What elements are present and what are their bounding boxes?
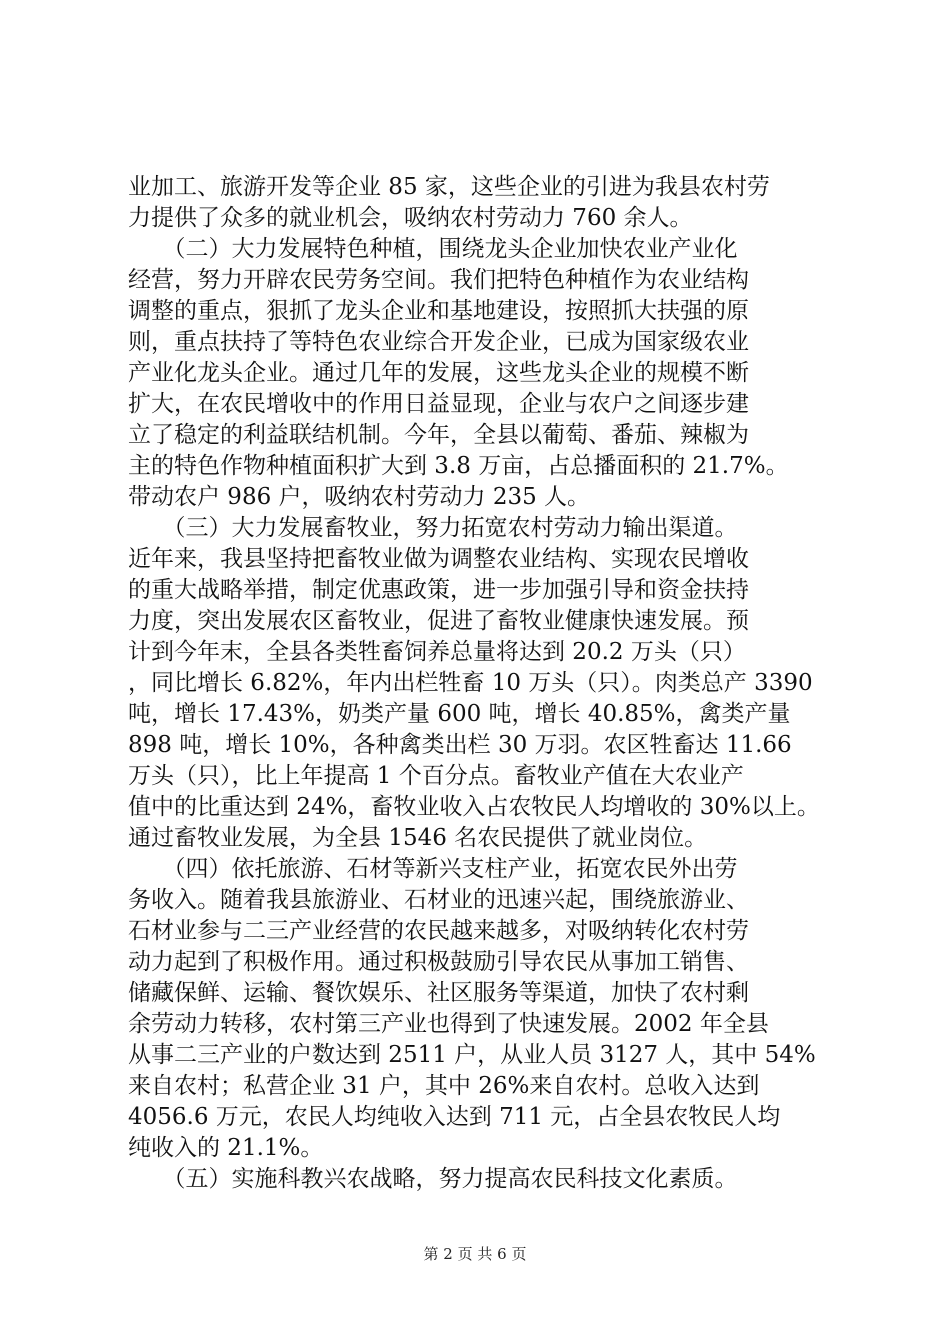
text-line: 业加工、旅游开发等企业 85 家，这些企业的引进为我县农村劳: [128, 174, 770, 200]
text-line: 务收入。随着我县旅游业、石材业的迅速兴起，围绕旅游业、: [128, 887, 749, 913]
text-line: 近年来，我县坚持把畜牧业做为调整农业结构、实现农民增收: [128, 546, 749, 572]
text-line: （四）依托旅游、石材等新兴支柱产业，拓宽农民外出劳: [128, 856, 738, 882]
text-line: 从事二三产业的户数达到 2511 户，从业人员 3127 人，其中 54%: [128, 1042, 816, 1068]
text-line: 带动农户 986 户，吸纳农村劳动力 235 人。: [128, 484, 591, 510]
text-line: （五）实施科教兴农战略，努力提高农民科技文化素质。: [128, 1166, 738, 1192]
text-line: ，同比增长 6.82%，年内出栏牲畜 10 万头（只）。肉类总产 3390: [128, 670, 813, 696]
text-line: 万头（只），比上年提高 1 个百分点。畜牧业产值在大农业产: [128, 763, 744, 789]
text-line: （二）大力发展特色种植，围绕龙头企业加快农业产业化: [128, 236, 738, 262]
text-line: 计到今年末，全县各类牲畜饲养总量将达到 20.2 万头（只）: [128, 639, 746, 665]
text-line: 力度，突出发展农区畜牧业，促进了畜牧业健康快速发展。预: [128, 608, 749, 634]
text-line: 调整的重点，狠抓了龙头企业和基地建设，按照抓大扶强的原: [128, 298, 749, 324]
page-footer: 第 2 页 共 6 页: [423, 1245, 527, 1263]
text-line: 来自农村；私营企业 31 户，其中 26%来自农村。总收入达到: [128, 1073, 760, 1099]
text-line: 经营，努力开辟农民劳务空间。我们把特色种植作为农业结构: [128, 267, 749, 293]
text-line: （三）大力发展畜牧业，努力拓宽农村劳动力输出渠道。: [128, 515, 738, 541]
text-line: 通过畜牧业发展，为全县 1546 名农民提供了就业岗位。: [128, 825, 708, 851]
text-line: 纯收入的 21.1%。: [128, 1135, 324, 1161]
text-line: 4056.6 万元，农民人均纯收入达到 711 元，占全县农牧民人均: [128, 1104, 781, 1130]
text-line: 力提供了众多的就业机会，吸纳农村劳动力 760 余人。: [128, 205, 693, 231]
text-line: 石材业参与二三产业经营的农民越来越多，对吸纳转化农村劳: [128, 918, 749, 944]
text-line: 储藏保鲜、运输、餐饮娱乐、社区服务等渠道，加快了农村剩: [128, 980, 749, 1006]
text-line: 产业化龙头企业。通过几年的发展，这些龙头企业的规模不断: [128, 360, 749, 386]
text-line: 扩大，在农民增收中的作用日益显现，企业与农户之间逐步建: [128, 391, 749, 417]
text-line: 立了稳定的利益联结机制。今年，全县以葡萄、番茄、辣椒为: [128, 422, 749, 448]
text-line: 吨，增长 17.43%，奶类产量 600 吨，增长 40.85%，禽类产量: [128, 701, 791, 727]
text-line: 的重大战略举措，制定优惠政策，进一步加强引导和资金扶持: [128, 577, 749, 603]
text-line: 余劳动力转移，农村第三产业也得到了快速发展。2002 年全县: [128, 1011, 769, 1037]
body-text: [128, 172, 838, 1195]
text-line: 值中的比重达到 24%，畜牧业收入占农牧民人均增收的 30%以上。: [128, 794, 820, 820]
text-line: 主的特色作物种植面积扩大到 3.8 万亩，占总播面积的 21.7%。: [128, 453, 789, 479]
text-line: 898 吨，增长 10%，各种禽类出栏 30 万羽。农区牲畜达 11.66: [128, 732, 792, 758]
text-line: 则，重点扶持了等特色农业综合开发企业，已成为国家级农业: [128, 329, 749, 355]
text-line: 动力起到了积极作用。通过积极鼓励引导农民从事加工销售、: [128, 949, 749, 975]
